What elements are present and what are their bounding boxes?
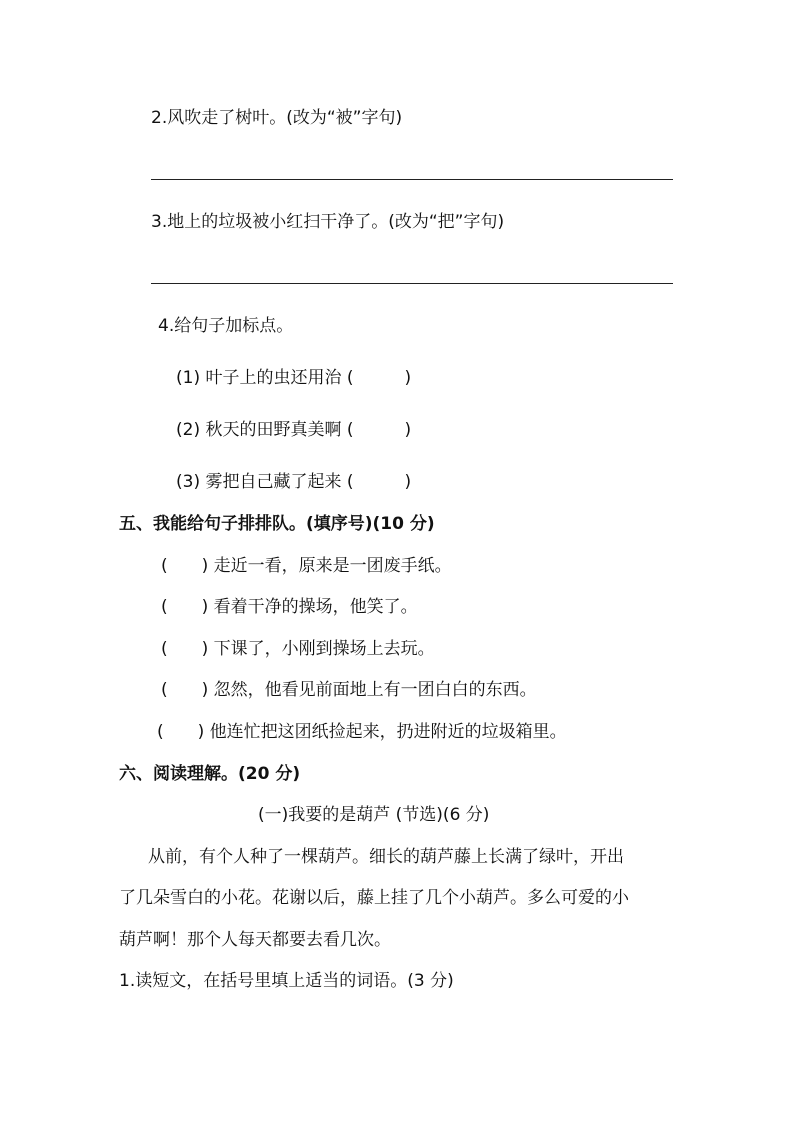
question-4-text: 4.给句子加标点。 <box>158 316 294 336</box>
question-4-item-2: (2) 秋天的田野真美啊 ( ) <box>176 420 412 440</box>
section-6-heading: 六、阅读理解。(20 分) <box>119 764 301 784</box>
question-4-item-1: (1) 叶子上的虫还用治 ( ) <box>176 368 412 388</box>
question-2-text: 2.风吹走了树叶。(改为“被”字句) <box>151 108 403 128</box>
section-5-heading: 五、我能给句子排排队。(填序号)(10 分) <box>119 514 435 534</box>
ordering-item: ( ) 下课了，小刚到操场上去玩。 <box>161 639 435 659</box>
passage-line: 葫芦啊！那个人每天都要去看几次。 <box>119 930 391 950</box>
question-3-text: 3.地上的垃圾被小红扫干净了。(改为“把”字句) <box>151 212 505 232</box>
ordering-item: ( ) 走近一看，原来是一团废手纸。 <box>161 556 452 576</box>
passage-line: 了几朵雪白的小花。花谢以后，藤上挂了几个小葫芦。多么可爱的小 <box>119 888 629 908</box>
ordering-item: ( ) 他连忙把这团纸捡起来，扔进附近的垃圾箱里。 <box>157 722 567 742</box>
ordering-item: ( ) 忽然，他看见前面地上有一团白白的东西。 <box>161 680 537 700</box>
question-4-item-3: (3) 雾把自己藏了起来 ( ) <box>176 472 412 492</box>
answer-line-q2 <box>151 179 673 180</box>
passage-line: 从前，有个人种了一棵葫芦。细长的葫芦藤上长满了绿叶，开出 <box>148 847 624 867</box>
answer-line-q3 <box>151 283 673 284</box>
reading-question-1: 1.读短文，在括号里填上适当的词语。(3 分) <box>119 971 454 991</box>
passage-title: (一)我要的是葫芦 (节选)(6 分) <box>258 805 490 825</box>
ordering-item: ( ) 看着干净的操场，他笑了。 <box>161 597 418 617</box>
